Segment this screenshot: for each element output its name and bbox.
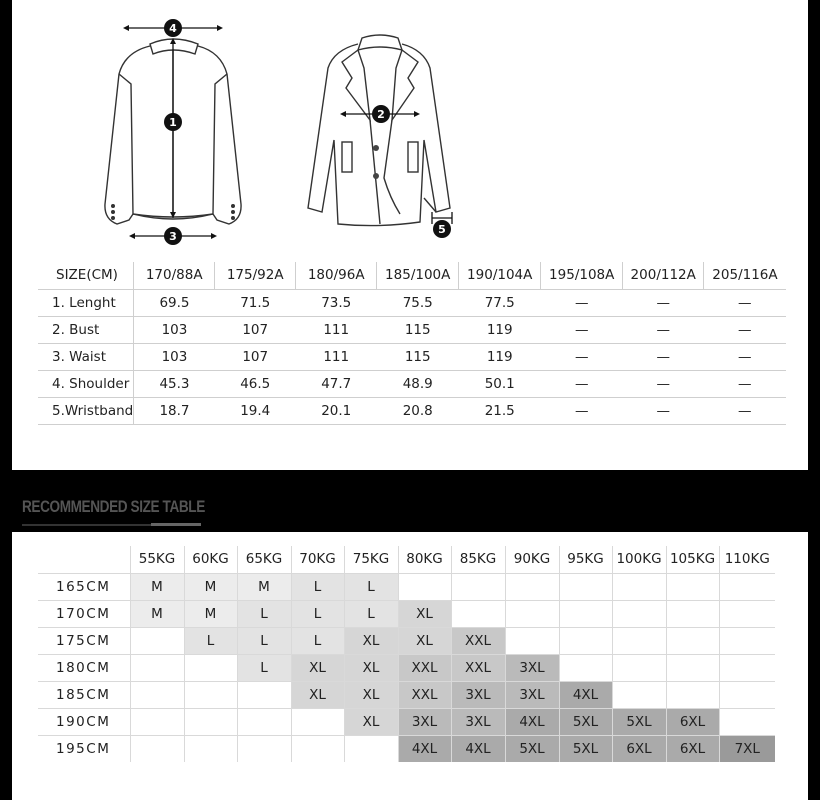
measurement-table <box>38 262 786 425</box>
weight-header: 110KG <box>719 546 775 573</box>
table-cell: 20.8 <box>377 397 459 424</box>
empty-cell <box>184 708 237 735</box>
empty-cell <box>612 681 666 708</box>
empty-cell <box>559 654 612 681</box>
size-cell: L <box>344 600 398 627</box>
table-cell: — <box>704 289 786 316</box>
table-cell: 21.5 <box>459 397 541 424</box>
empty-cell <box>612 654 666 681</box>
table-cell: — <box>623 289 704 316</box>
empty-cell <box>398 573 451 600</box>
weight-header: 80KG <box>398 546 451 573</box>
column-header: 200/112A <box>623 262 704 289</box>
size-cell: 5XL <box>612 708 666 735</box>
empty-cell <box>184 681 237 708</box>
height-label: 165CM <box>38 573 130 600</box>
empty-cell <box>666 573 719 600</box>
size-cell: 6XL <box>612 735 666 762</box>
table-cell: 103 <box>134 316 215 343</box>
table-row <box>38 397 786 424</box>
size-cell: L <box>237 654 291 681</box>
table-cell: 119 <box>459 343 541 370</box>
table-cell: — <box>541 343 623 370</box>
table-cell: — <box>704 343 786 370</box>
table-cell: — <box>623 343 704 370</box>
weight-header: 60KG <box>184 546 237 573</box>
size-cell: 4XL <box>559 681 612 708</box>
size-cell: XL <box>291 681 344 708</box>
table-cell: 69.5 <box>134 289 215 316</box>
size-cell: XL <box>344 654 398 681</box>
jacket-front-illustration <box>300 28 465 248</box>
empty-cell <box>344 735 398 762</box>
column-header: 175/92A <box>215 262 296 289</box>
row-label: 5.Wristband <box>38 397 134 424</box>
table-cell: — <box>623 316 704 343</box>
empty-cell <box>130 681 184 708</box>
row-label: 2. Bust <box>38 316 134 343</box>
empty-cell <box>237 708 291 735</box>
size-cell: M <box>237 573 291 600</box>
empty-cell <box>130 627 184 654</box>
size-cell: 3XL <box>505 681 559 708</box>
table-cell: — <box>704 397 786 424</box>
size-cell: XL <box>344 681 398 708</box>
size-cell: 3XL <box>398 708 451 735</box>
height-label: 175CM <box>38 627 130 654</box>
empty-cell <box>719 654 775 681</box>
table-corner <box>38 546 130 573</box>
table-cell: 111 <box>296 316 377 343</box>
empty-cell <box>666 600 719 627</box>
weight-header: 70KG <box>291 546 344 573</box>
size-cell: XL <box>398 627 451 654</box>
column-header: 205/116A <box>704 262 786 289</box>
size-cell: 3XL <box>505 654 559 681</box>
table-cell: — <box>704 370 786 397</box>
size-cell: 3XL <box>451 708 505 735</box>
section-heading: RECOMMENDED SIZE TABLE <box>22 497 205 516</box>
recommended-size-table <box>38 546 775 762</box>
size-cell: XXL <box>451 654 505 681</box>
size-cell: L <box>237 627 291 654</box>
size-cell: XXL <box>398 654 451 681</box>
row-label: 4. Shoulder <box>38 370 134 397</box>
table-cell: 47.7 <box>296 370 377 397</box>
table-row <box>38 370 786 397</box>
height-label: 195CM <box>38 735 130 762</box>
table-cell: 18.7 <box>134 397 215 424</box>
empty-cell <box>130 708 184 735</box>
table-cell: 46.5 <box>215 370 296 397</box>
table-row <box>38 708 775 735</box>
svg-text:1: 1 <box>169 116 177 129</box>
table-cell: 50.1 <box>459 370 541 397</box>
table-cell: — <box>623 370 704 397</box>
empty-cell <box>666 681 719 708</box>
weight-header: 95KG <box>559 546 612 573</box>
table-cell: 71.5 <box>215 289 296 316</box>
empty-cell <box>719 681 775 708</box>
empty-cell <box>291 735 344 762</box>
table-row <box>38 681 775 708</box>
empty-cell <box>505 573 559 600</box>
column-header: 195/108A <box>541 262 623 289</box>
empty-cell <box>666 627 719 654</box>
size-cell: XL <box>398 600 451 627</box>
table-cell: 103 <box>134 343 215 370</box>
table-cell: 107 <box>215 343 296 370</box>
size-cell: 5XL <box>505 735 559 762</box>
table-cell: — <box>623 397 704 424</box>
empty-cell <box>719 708 775 735</box>
empty-cell <box>451 600 505 627</box>
jacket-back-illustration <box>95 14 255 246</box>
height-label: 190CM <box>38 708 130 735</box>
table-cell: 20.1 <box>296 397 377 424</box>
empty-cell <box>666 654 719 681</box>
table-cell: 73.5 <box>296 289 377 316</box>
empty-cell <box>237 681 291 708</box>
size-cell: 3XL <box>451 681 505 708</box>
height-label: 180CM <box>38 654 130 681</box>
empty-cell <box>559 600 612 627</box>
column-header: 180/96A <box>296 262 377 289</box>
empty-cell <box>130 654 184 681</box>
empty-cell <box>291 708 344 735</box>
weight-header: 75KG <box>344 546 398 573</box>
height-label: 185CM <box>38 681 130 708</box>
column-header: 185/100A <box>377 262 459 289</box>
weight-header: 100KG <box>612 546 666 573</box>
weight-header: 85KG <box>451 546 505 573</box>
table-row <box>38 600 775 627</box>
table-cell: — <box>541 370 623 397</box>
heading-accent <box>151 523 201 526</box>
table-cell: — <box>541 316 623 343</box>
size-cell: M <box>184 600 237 627</box>
table-row <box>38 735 775 762</box>
table-row <box>38 654 775 681</box>
empty-cell <box>184 735 237 762</box>
row-label: 1. Lenght <box>38 289 134 316</box>
size-header: SIZE(CM) <box>38 262 134 289</box>
empty-cell <box>559 573 612 600</box>
table-row <box>38 289 786 316</box>
size-cell: XXL <box>398 681 451 708</box>
empty-cell <box>719 600 775 627</box>
column-header: 190/104A <box>459 262 541 289</box>
empty-cell <box>719 627 775 654</box>
empty-cell <box>184 654 237 681</box>
table-cell: 19.4 <box>215 397 296 424</box>
size-cell: XL <box>344 708 398 735</box>
size-cell: L <box>291 573 344 600</box>
size-cell: 6XL <box>666 735 719 762</box>
size-cell: 5XL <box>559 735 612 762</box>
empty-cell <box>505 600 559 627</box>
empty-cell <box>505 627 559 654</box>
weight-header: 65KG <box>237 546 291 573</box>
size-cell: M <box>130 573 184 600</box>
size-cell: 7XL <box>719 735 775 762</box>
table-cell: 75.5 <box>377 289 459 316</box>
table-cell: 111 <box>296 343 377 370</box>
size-cell: M <box>184 573 237 600</box>
table-cell: 48.9 <box>377 370 459 397</box>
empty-cell <box>130 735 184 762</box>
table-cell: 115 <box>377 316 459 343</box>
measurement-header-row <box>38 262 786 289</box>
size-cell: 4XL <box>398 735 451 762</box>
size-cell: XL <box>291 654 344 681</box>
column-header: 170/88A <box>134 262 215 289</box>
weight-header: 55KG <box>130 546 184 573</box>
weight-header-row <box>38 546 775 573</box>
weight-header: 105KG <box>666 546 719 573</box>
table-cell: 115 <box>377 343 459 370</box>
table-row <box>38 627 775 654</box>
empty-cell <box>237 735 291 762</box>
size-cell: L <box>344 573 398 600</box>
table-cell: — <box>704 316 786 343</box>
empty-cell <box>612 600 666 627</box>
empty-cell <box>612 573 666 600</box>
height-label: 170CM <box>38 600 130 627</box>
table-cell: — <box>541 289 623 316</box>
weight-header: 90KG <box>505 546 559 573</box>
size-cell: L <box>237 600 291 627</box>
table-cell: 119 <box>459 316 541 343</box>
size-cell: 4XL <box>451 735 505 762</box>
size-cell: L <box>291 627 344 654</box>
row-label: 3. Waist <box>38 343 134 370</box>
size-cell: 5XL <box>559 708 612 735</box>
size-cell: L <box>184 627 237 654</box>
size-cell: 6XL <box>666 708 719 735</box>
size-cell: XXL <box>451 627 505 654</box>
empty-cell <box>719 573 775 600</box>
table-row <box>38 573 775 600</box>
size-cell: M <box>130 600 184 627</box>
table-cell: 107 <box>215 316 296 343</box>
svg-text:3: 3 <box>169 230 177 243</box>
table-row <box>38 316 786 343</box>
table-cell: — <box>541 397 623 424</box>
svg-text:2: 2 <box>377 108 385 121</box>
svg-text:4: 4 <box>169 22 177 35</box>
size-cell: L <box>291 600 344 627</box>
empty-cell <box>451 573 505 600</box>
table-cell: 77.5 <box>459 289 541 316</box>
empty-cell <box>612 627 666 654</box>
size-cell: XL <box>344 627 398 654</box>
empty-cell <box>559 627 612 654</box>
svg-text:5: 5 <box>438 223 446 236</box>
size-cell: 4XL <box>505 708 559 735</box>
table-row <box>38 343 786 370</box>
table-cell: 45.3 <box>134 370 215 397</box>
